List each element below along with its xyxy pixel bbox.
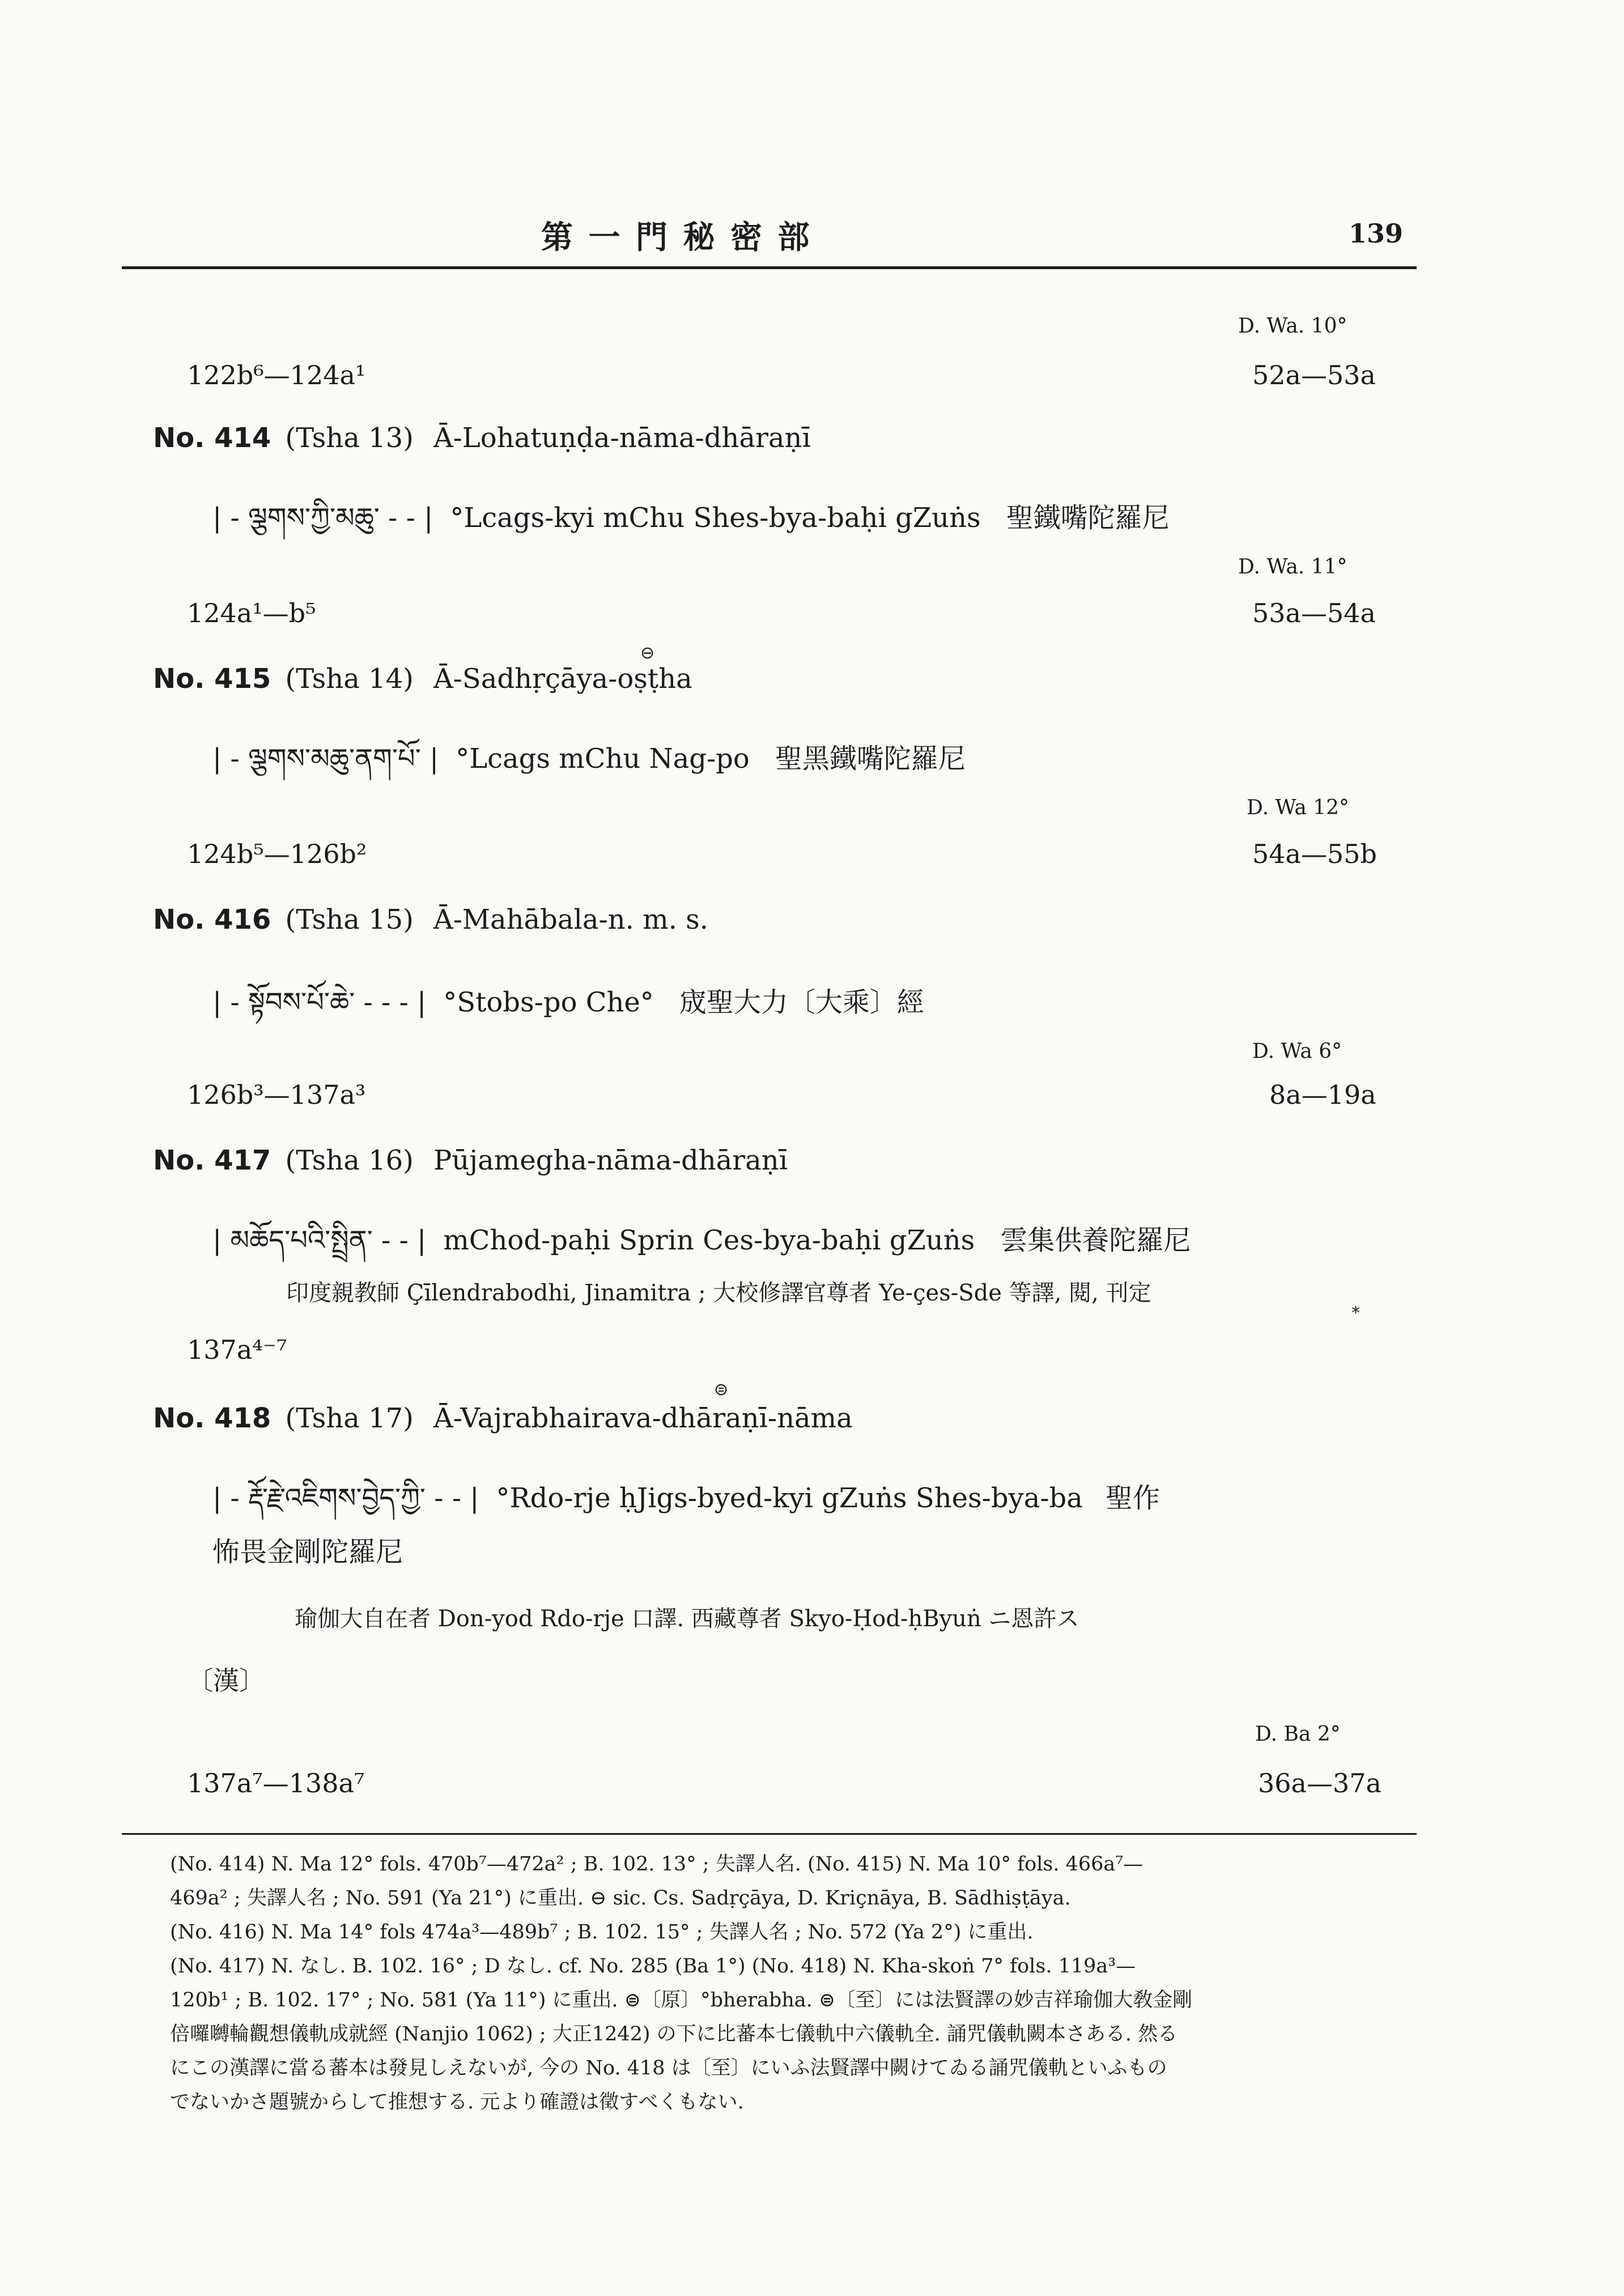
chinese-title: 聖黑鐵嘴陀羅尼 (775, 743, 966, 775)
tsha-ref: (Tsha 14) (285, 663, 414, 695)
d-ref-415: D. Wa. 11° (1238, 555, 1347, 579)
tsha-ref: (Tsha 13) (285, 422, 414, 454)
footnote-line-6: 倍囉嚩輪觀想儀軌成就經 (Nanjio 1062) ; 大正1242) の下に比蕃本七儀軌中六儀軌全. 誦咒儀軌闕本さある. 然る (170, 2023, 1178, 2046)
han-mark: 〔漢〕 (187, 1665, 265, 1696)
tsha-ref: (Tsha 15) (285, 904, 414, 936)
sanskrit-title: Ā-Mahābala-n. m. s. (433, 904, 709, 936)
entry-heading-415 (153, 663, 692, 695)
tibetan-title: °Lcags-kyi mChu Shes-bya-baḥi gZuṅs (450, 502, 981, 534)
entry-heading-417 (153, 1145, 788, 1176)
entry-heading-416 (153, 904, 708, 936)
footnote-line-7: にこの漢譯に當る蕃本は發見しえないが, 今の No. 418 は〔至〕にいふ法賢譯中闕けてゐる誦咒儀軌といふもの (170, 2057, 1167, 2080)
d-ref-418: D. Ba 2° (1255, 1723, 1341, 1746)
folio-left-414: 122b⁶—124a¹ (187, 360, 366, 390)
tsha-ref: (Tsha 16) (285, 1145, 414, 1176)
folio-right-417: 8a—19a (1269, 1079, 1376, 1110)
entry-heading-414 (153, 422, 811, 454)
chinese-title-part-a: 聖作 (1106, 1482, 1160, 1514)
folio-right-414: 52a—53a (1252, 360, 1376, 390)
sanskrit-title: Ā-Vajrabhairava-dhāraṇī-nāma (433, 1402, 853, 1434)
d-ref-417: D. Wa 6° (1252, 1040, 1342, 1063)
folio-left-416: 124b⁵—126b² (187, 839, 367, 869)
circle-equal-mark: ⊜ (714, 1380, 729, 1400)
tsha-ref: (Tsha 17) (285, 1402, 414, 1434)
chinese-title: 聖鐵嘴陀羅尼 (1006, 502, 1170, 534)
entry-heading-418 (153, 1402, 853, 1434)
asterisk-mark: * (1351, 1303, 1360, 1323)
tibetan-line-415 (212, 728, 966, 805)
folio-left-415: 124a¹—b⁵ (187, 598, 316, 628)
footnote-rule (122, 1833, 1417, 1835)
entry-number: No. 415 (153, 663, 271, 695)
folio-left-418-b: 137a⁷—138a⁷ (187, 1768, 365, 1798)
circle-minus-mark: ⊖ (640, 643, 655, 663)
footnote-line-5: 120b¹ ; B. 102. 17° ; No. 581 (Ya 11°) に重出. ⊜〔原〕°bherabha. ⊜〔至〕には法賢譯の妙吉祥瑜伽大敎金剛 (170, 1989, 1193, 2012)
chinese-title-continued: 怖畏金剛陀羅尼 (212, 1536, 403, 1568)
tibetan-script: | - ལྕགས་ཀྱི་མཆུ་ - - | (212, 502, 433, 534)
header-rule (122, 266, 1417, 269)
d-ref-414: D. Wa. 10° (1238, 314, 1347, 338)
running-header-title: 第 一 門 秘 密 部 (541, 219, 812, 256)
footnote-line-2: 469a² ; 失譯人名 ; No. 591 (Ya 21°) に重出. ⊖ sic. Cs. Sadṛçāya, D. Kriçnāya, B. Sādhiṣṭāya. (170, 1887, 1071, 1910)
tibetan-title: °Stobs-po Che° (443, 987, 654, 1018)
folio-left-418: 137a⁴⁻⁷ (187, 1334, 287, 1365)
tibetan-script: | - རྡོ་རྗེ་འཇིགས་བྱེད་ཀྱི་ - - | (212, 1482, 479, 1514)
folio-right-416: 54a—55b (1252, 839, 1377, 869)
footnote-line-1: (No. 414) N. Ma 12° fols. 470b⁷—472a² ; B. 102. 13° ; 失譯人名. (No. 415) N. Ma 10° fols. 466a⁷— (170, 1853, 1143, 1876)
folio-right-415: 53a—54a (1252, 598, 1376, 628)
tibetan-line-416 (212, 972, 924, 1048)
chinese-title: 宬聖大力〔大乘〕經 (679, 987, 924, 1018)
page-number: 139 (1349, 218, 1404, 249)
footnote-line-4: (No. 417) N. なし. B. 102. 16° ; D なし. cf. No. 285 (Ba 1°) (No. 418) N. Kha-skoṅ 7° fols. 119a³— (170, 1955, 1136, 1978)
tibetan-line-414 (212, 487, 1170, 564)
translators-418: 瑜伽大自在者 Don-yod Rdo-rje 口譯. 西藏尊者 Skyo-Ḥod-ḥByuṅ ニ恩許ス (295, 1606, 1079, 1632)
tibetan-script: | - ལྕགས་མཆུ་ནག་པོ་ | (212, 743, 439, 775)
folio-right-418: 36a—37a (1258, 1768, 1381, 1798)
footnote-line-3: (No. 416) N. Ma 14° fols 474a³—489b⁷ ; B. 102. 15° ; 失譯人名 ; No. 572 (Ya 2°) に重出. (170, 1921, 1034, 1944)
d-ref-416: D. Wa 12° (1247, 796, 1350, 819)
sanskrit-title: Pūjamegha-nāma-dhāraṇī (433, 1145, 788, 1176)
tibetan-title: mChod-paḥi Sprin Ces-bya-baḥi gZuṅs (443, 1224, 975, 1256)
entry-number: No. 417 (153, 1145, 271, 1176)
tibetan-script: | - སྟོབས་པོ་ཆེ་ - - - | (212, 987, 427, 1018)
sanskrit-title: Ā-Sadhṛçāya-oṣṭha (433, 663, 692, 695)
entry-number: No. 418 (153, 1402, 271, 1434)
tibetan-title: °Rdo-rje ḥJigs-byed-kyi gZuṅs Shes-bya-ba (496, 1482, 1083, 1514)
entry-number: No. 414 (153, 422, 271, 454)
sanskrit-title: Ā-Lohatuṇḍa-nāma-dhāraṇī (433, 422, 811, 454)
translators-417: 印度親教師 Çīlendrabodhi, Jinamitra ; 大校修譯官尊者 Ye-çes-Sde 等譯, 閱, 刊定 (286, 1280, 1151, 1306)
chinese-title: 雲集供養陀羅尼 (1000, 1224, 1191, 1256)
tibetan-script: | མཆོད་པའི་སྤྲིན་ - - | (212, 1224, 427, 1256)
tibetan-title: °Lcags mChu Nag-po (456, 743, 750, 775)
folio-left-417: 126b³—137a³ (187, 1079, 366, 1110)
entry-number: No. 416 (153, 904, 271, 936)
footnote-line-8: でないかさ題號からして推想する. 元より確證は徵すべくもない. (170, 2091, 744, 2114)
